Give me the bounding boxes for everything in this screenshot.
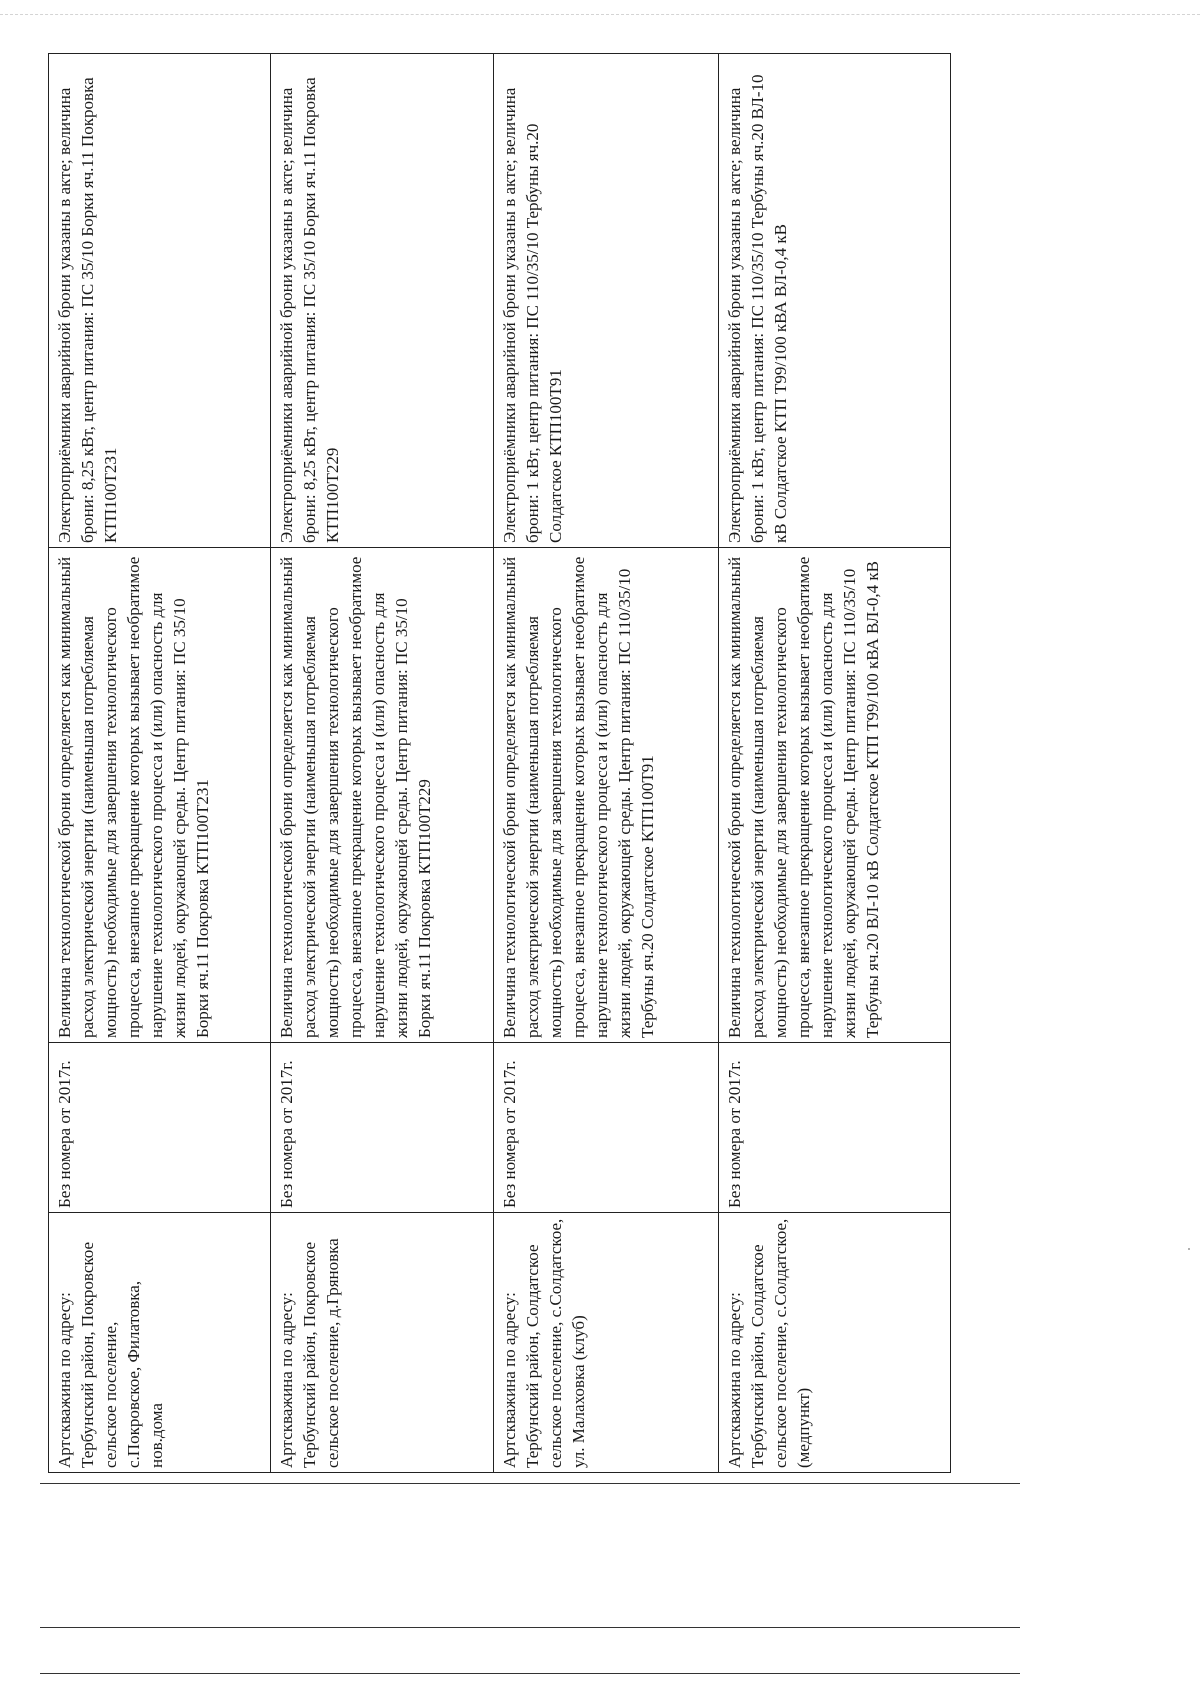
object-cell: Артскважина по адресу: Тербунский район, Покровское сельское поселение, д.Гряновка — [271, 1213, 494, 1473]
table-row — [49, 54, 271, 1473]
separator-line — [40, 1673, 1020, 1674]
reserve-table — [48, 53, 951, 1473]
act-cell: Без номера от 2017г. — [494, 1043, 719, 1213]
technological-reserve-cell: Величина технологической брони определяется как минимальный расход электрической энергии (наименьшая потребляемая мощность) необходимые для завершения технологического процесса, внезапное прекращение которых вызывает необратимое нарушение технологического процесса и (или) опасность для жизни людей, окружающей среды. Центр питания: ПС 35/10 Борки яч.11 Покровка КТП100Т231 — [49, 548, 271, 1043]
technological-reserve-cell: Величина технологической брони определяется как минимальный расход электрической энергии (наименьшая потребляемая мощность) необходимые для завершения технологического процесса, внезапное прекращение которых вызывает необратимое нарушение технологического процесса и (или) опасность для жизни людей, окружающей среды. Центр питания: ПС 110/35/10 Тербуны яч.20 Солдатское КТП100Т91 — [494, 548, 719, 1043]
scan-speck — [1188, 1248, 1190, 1250]
emergency-reserve-cell: Электроприёмники аварийной брони указаны в акте; величина брони: 8,25 кВт, центр питания: ПС 35/10 Борки яч.11 Покровка КТП100Т229 — [271, 54, 494, 548]
technological-reserve-cell: Величина технологической брони определяется как минимальный расход электрической энергии (наименьшая потребляемая мощность) необходимые для завершения технологического процесса, внезапное прекращение которых вызывает необратимое нарушение технологического процесса и (или) опасность для жизни людей, окружающей среды. Центр питания: ПС 35/10 Борки яч.11 Покровка КТП100Т229 — [271, 548, 494, 1043]
object-cell: Артскважина по адресу: Тербунский район, Солдатское сельское поселение, с.Солдатское, (медпункт) — [719, 1213, 951, 1473]
separator-line — [40, 1627, 1020, 1628]
act-cell: Без номера от 2017г. — [719, 1043, 951, 1213]
table-row — [271, 54, 494, 1473]
act-cell: Без номера от 2017г. — [49, 1043, 271, 1213]
technological-reserve-cell: Величина технологической брони определяется как минимальный расход электрической энергии (наименьшая потребляемая мощность) необходимые для завершения технологического процесса, внезапное прекращение которых вызывает необратимое нарушение технологического процесса и (или) опасность для жизни людей, окружающей среды. Центр питания: ПС 110/35/10 Тербуны яч.20 ВЛ-10 кВ Солдатское КТП Т99/100 кВА ВЛ-0,4 кВ — [719, 548, 951, 1043]
scan-top-edge — [0, 14, 1200, 15]
act-cell: Без номера от 2017г. — [271, 1043, 494, 1213]
emergency-reserve-cell: Электроприёмники аварийной брони указаны в акте; величина брони: 1 кВт, центр питания: ПС 110/35/10 Тербуны яч.20 ВЛ-10 кВ Солдатское КТП Т99/100 кВА ВЛ-0,4 кВ — [719, 54, 951, 548]
separator-line — [40, 1483, 1020, 1484]
object-cell: Артскважина по адресу: Тербунский район, Солдатское сельское поселение, с.Солдатское, ул. Малаховка (клуб) — [494, 1213, 719, 1473]
emergency-reserve-cell: Электроприёмники аварийной брони указаны в акте; величина брони: 1 кВт, центр питания: ПС 110/35/10 Тербуны яч.20 Солдатское КТП100Т91 — [494, 54, 719, 548]
emergency-reserve-cell: Электроприёмники аварийной брони указаны в акте; величина брони: 8,25 кВт, центр питания: ПС 35/10 Борки яч.11 Покровка КТП100Т231 — [49, 54, 271, 548]
object-cell: Артскважина по адресу: Тербунский район, Покровское сельское поселение, с.Покровское, Филатовка, нов.дома — [49, 1213, 271, 1473]
table-row — [494, 54, 719, 1473]
rotated-table-wrapper — [48, 53, 1028, 1473]
table-row — [719, 54, 951, 1473]
